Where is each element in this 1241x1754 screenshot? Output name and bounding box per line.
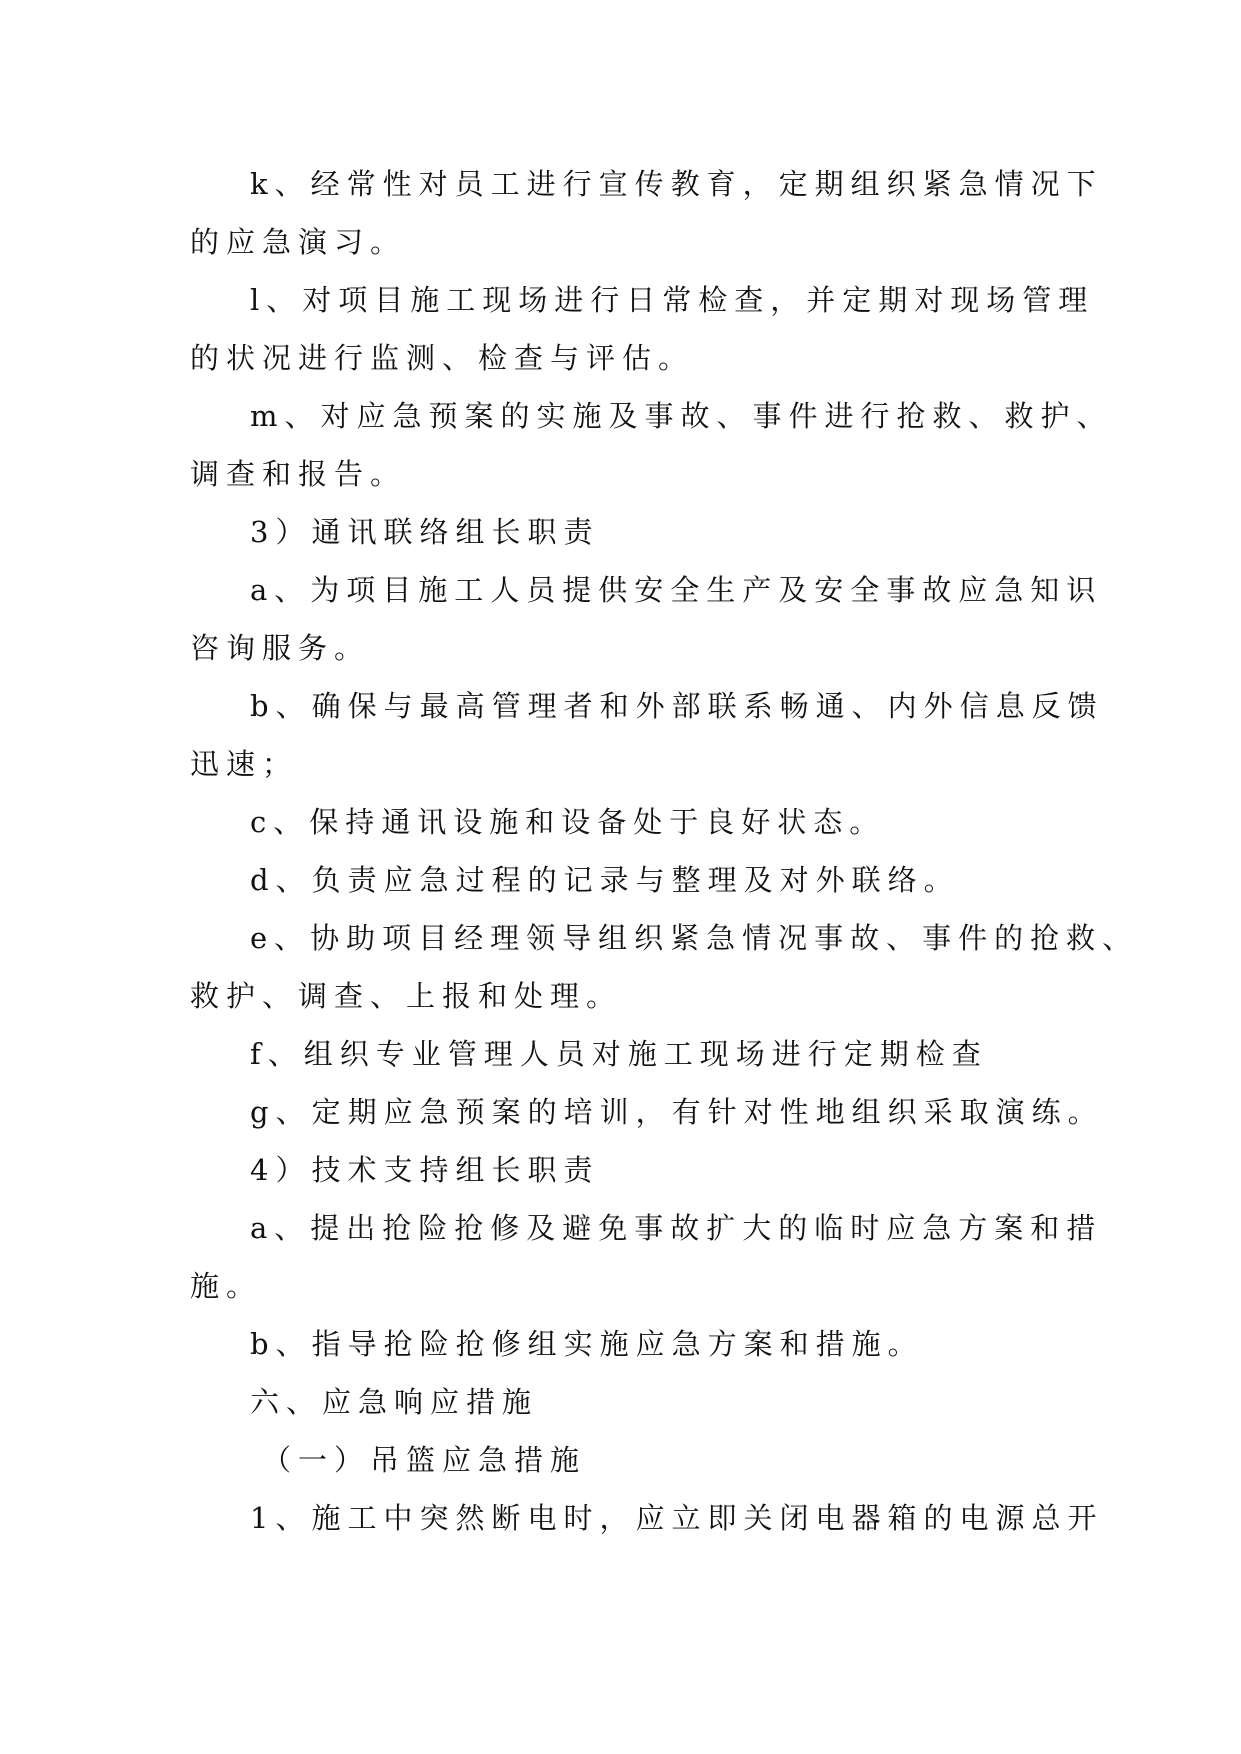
paragraph-line: k、经常性对员工进行宣传教育，定期组织紧急情况下 — [250, 167, 1103, 201]
paragraph-line: 救护、调查、上报和处理。 — [190, 979, 623, 1013]
subsection-heading: （一）吊篮应急措施 — [262, 1443, 587, 1477]
paragraph-line: a、为项目施工人员提供安全生产及安全事故应急知识 — [250, 573, 1103, 607]
paragraph-line: g、定期应急预案的培训，有针对性地组织采取演练。 — [250, 1095, 1104, 1129]
paragraph-line: m、对应急预案的实施及事故、事件进行抢救、救护、 — [250, 399, 1113, 433]
paragraph-line: 1、施工中突然断电时，应立即关闭电器箱的电源总开 — [250, 1501, 1104, 1535]
paragraph-line: 咨询服务。 — [190, 631, 371, 665]
paragraph-line: b、确保与最高管理者和外部联系畅通、内外信息反馈 — [250, 689, 1104, 723]
section-heading: 4）技术支持组长职责 — [250, 1153, 600, 1187]
paragraph-line: 的状况进行监测、检查与评估。 — [190, 341, 695, 375]
paragraph-line: c、保持通讯设施和设备处于良好状态。 — [250, 805, 886, 839]
paragraph-line: a、提出抢险抢修及避免事故扩大的临时应急方案和措 — [250, 1211, 1103, 1245]
paragraph-line: 迅速； — [190, 747, 299, 781]
paragraph-line: 调查和报告。 — [190, 457, 407, 491]
paragraph-line: d、负责应急过程的记录与整理及对外联络。 — [250, 863, 960, 897]
paragraph-line: 施。 — [190, 1269, 263, 1303]
paragraph-line: f、组织专业管理人员对施工现场进行定期检查 — [250, 1037, 988, 1071]
paragraph-line: 的应急演习。 — [190, 225, 407, 259]
paragraph-line: b、指导抢险抢修组实施应急方案和措施。 — [250, 1327, 924, 1361]
paragraph-line: e、协助项目经理领导组织紧急情况事故、事件的抢救、 — [250, 921, 1139, 955]
paragraph-line: l、对项目施工现场进行日常检查，并定期对现场管理 — [250, 283, 1095, 317]
section-heading: 3）通讯联络组长职责 — [250, 515, 600, 549]
section-heading: 六、应急响应措施 — [250, 1385, 539, 1419]
